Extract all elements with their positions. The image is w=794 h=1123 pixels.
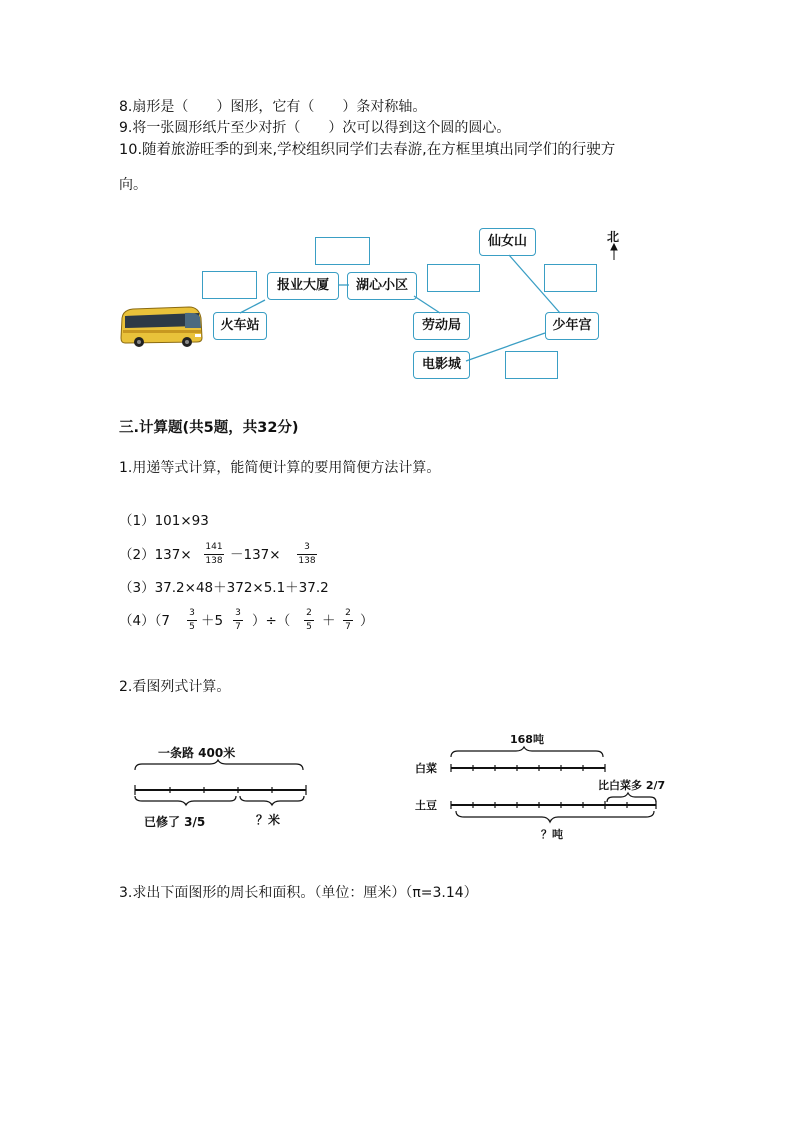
calc-question-2: 2.看图列式计算。 xyxy=(119,679,231,695)
fraction: 2 7 xyxy=(343,608,353,633)
place-lakeside-community: 湖心小区 xyxy=(347,272,417,300)
road-total-label: 一条路 400米 xyxy=(158,746,236,760)
fraction: 3 7 xyxy=(233,608,243,633)
fraction: 2 5 xyxy=(304,608,314,633)
answer-box-4[interactable] xyxy=(544,264,597,292)
fraction: 3 5 xyxy=(187,608,197,633)
cabbage-total-label: 168吨 xyxy=(510,733,544,746)
place-newspaper-building: 报业大厦 xyxy=(267,272,339,300)
potato-label: 土豆 xyxy=(415,799,437,812)
calc-item-3: （3）37.2×48＋372×5.1＋37.2 xyxy=(119,580,329,596)
road-unknown-label: ？米 xyxy=(256,813,281,827)
place-labor-bureau: 劳动局 xyxy=(413,312,470,340)
answer-box-1[interactable] xyxy=(315,237,370,265)
road-line xyxy=(130,760,310,810)
potato-more-label: 比白菜多 2/7 xyxy=(598,779,666,792)
place-youth-palace: 少年宫 xyxy=(545,312,599,340)
calc-question-1: 1.用递等式计算，能简便计算的要用简便方法计算。 xyxy=(119,460,441,476)
road-done-label: 已修了 3/5 xyxy=(144,815,206,829)
question-10-line1: 10.随着旅游旺季的到来,学校组织同学们去春游,在方框里填出同学们的行驶方 xyxy=(119,142,616,158)
answer-box-2[interactable] xyxy=(202,271,257,299)
potato-unknown-label: ？吨 xyxy=(541,828,563,841)
section-3-title: 三.计算题(共5题，共32分) xyxy=(119,420,299,436)
fraction: 141 138 xyxy=(205,542,223,566)
place-fairy-mountain: 仙女山 xyxy=(479,228,536,256)
calc-question-3: 3.求出下面图形的周长和面积。（单位：厘米）（π=3.14） xyxy=(119,885,478,901)
place-train-station: 火车站 xyxy=(213,312,267,340)
bus-icon xyxy=(119,304,203,348)
direction-map xyxy=(0,0,794,400)
cabbage-label: 白菜 xyxy=(415,762,437,775)
question-10-line2: 向。 xyxy=(119,177,147,193)
calc-item-1: （1）101×93 xyxy=(119,513,209,529)
place-cinema: 电影城 xyxy=(413,351,470,379)
question-9: 9.将一张圆形纸片至少对折（ ）次可以得到这个圆的圆心。 xyxy=(119,120,511,136)
question-8: 8.扇形是（ ）图形，它有（ ）条对称轴。 xyxy=(119,99,427,115)
north-label: 北 xyxy=(607,230,620,244)
answer-box-3[interactable] xyxy=(427,264,480,292)
cabbage-potato-lines xyxy=(446,745,686,825)
fraction: 3 138 xyxy=(298,542,316,566)
answer-box-5[interactable] xyxy=(505,351,558,379)
